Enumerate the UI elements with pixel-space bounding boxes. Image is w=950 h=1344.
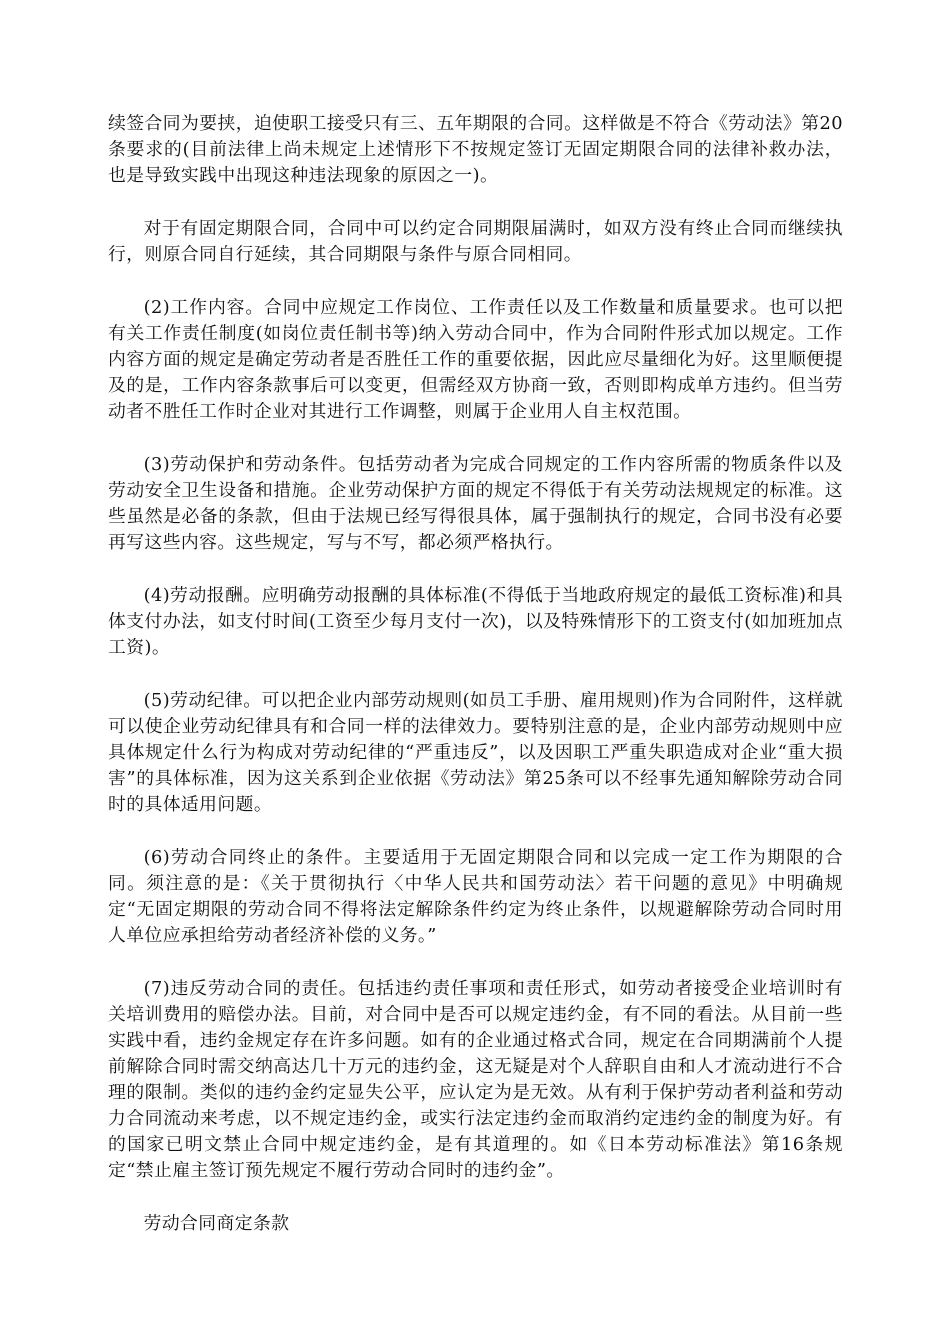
paragraph-fixed-term: 对于有固定期限合同，合同中可以约定合同期限届满时，如双方没有终止合同而继续执行，则原合同自行延续，其合同期限与条件与原合同相同。 bbox=[108, 218, 843, 265]
paragraph-labor-protection: (3)劳动保护和劳动条件。包括劳动者为完成合同规定的工作内容所需的物质条件以及劳动安全卫生设备和措施。企业劳动保护方面的规定不得低于有关劳动法规规定的标准。这些虽然是必备的条款，但由于法规已经写得很具体，属于强制执行的规定，合同书没有必要再写这些内容。这些规定，写与不写，都必须严格执行。 bbox=[108, 454, 843, 553]
paragraph-breach-liability: (7)违反劳动合同的责任。包括违约责任事项和责任形式，如劳动者接受企业培训时有关培训费用的赔偿办法。目前，对合同中是否可以规定违约金，有不同的看法。从目前一些实践中看，违约金规定存在许多问题。如有的企业通过格式合同，规定在合同期满前个人提前解除合同时需交纳高达几十万元的违约金，这无疑是对个人辞职自由和人才流动进行不合理的限制。类似的违约金约定显失公平，应认定为是无效。从有利于保护劳动者利益和劳动力合同流动来考虑，以不规定违约金，或实行法定违约金而取消约定违约金的制度为好。有的国家已明文禁止合同中规定违约金，是有其道理的。如《日本劳动标准法》第16条规定“禁止雇主签订预先规定不履行劳动合同时的违约金”。 bbox=[108, 978, 843, 1181]
section-heading: 劳动合同商定条款 bbox=[143, 1213, 290, 1234]
paragraph-continuation: 续签合同为要挟，迫使职工接受只有三、五年期限的合同。这样做是不符合《劳动法》第20条要求的(目前法律上尚未规定上述情形下不按规定签订无固定期限合同的法律补救办法，也是导致实践中出现这种违法现象的原因之一)。 bbox=[108, 113, 843, 186]
document-body bbox=[108, 111, 843, 1237]
paragraph-remuneration: (4)劳动报酬。应明确劳动报酬的具体标准(不得低于当地政府规定的最低工资标准)和具体支付办法，如支付时间(工资至少每月支付一次)，以及特殊情形下的工资支付(如加班加点工资)。 bbox=[108, 585, 843, 658]
paragraph-termination-conditions: (6)劳动合同终止的条件。主要适用于无固定期限合同和以完成一定工作为期限的合同。须注意的是：《关于贯彻执行〈中华人民共和国劳动法〉若干问题的意见》中明确规定“无固定期限的劳动合同不得将法定解除条件约定为终止条件，以规避解除劳动合同时用人单位应承担给劳动者经济补偿的义务。” bbox=[108, 847, 843, 946]
paragraph-labor-discipline: (5)劳动纪律。可以把企业内部劳动规则(如员工手册、雇用规则)作为合同附件，这样就可以使企业劳动纪律具有和合同一样的法律效力。要特别注意的是，企业内部劳动规则中应具体规定什么行为构成对劳动纪律的“严重违反”，以及因职工严重失职造成对企业“重大损害”的具体标准，因为这关系到企业依据《劳动法》第25条可以不经事先通知解除劳动合同时的具体适用问题。 bbox=[108, 690, 843, 815]
paragraph-work-content: (2)工作内容。合同中应规定工作岗位、工作责任以及工作数量和质量要求。也可以把有关工作责任制度(如岗位责任制书等)纳入劳动合同中，作为合同附件形式加以规定。工作内容方面的规定是确定劳动者是否胜任工作的重要依据，因此应尽量细化为好。这里顺便提及的是，工作内容条款事后可以变更，但需经双方协商一致，否则即构成单方违约。但当劳动者不胜任工作时企业对其进行工作调整，则属于企业用人自主权范围。 bbox=[108, 297, 843, 422]
